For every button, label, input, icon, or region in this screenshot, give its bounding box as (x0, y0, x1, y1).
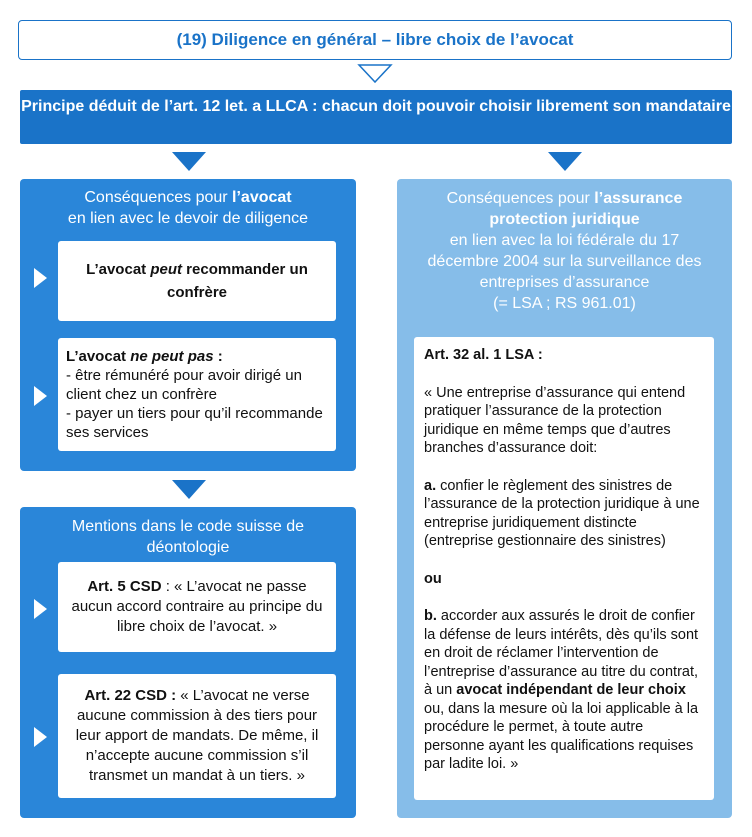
diagram-title (18, 20, 732, 60)
art32-heading: Art. 32 al. 1 LSA : (424, 347, 543, 363)
principle-text: Principe déduit de l’art. 12 let. a LLCA : chacun doit pouvoir choisir librement son mandataire (21, 98, 731, 115)
csd-panel (20, 507, 356, 818)
assurance-panel-heading: Conséquences pour l’assurance protection juridique en lien avec la loi fédérale du 17 décembre 2004 sur la surveillance des entreprises d’assurance (= LSA ; RS 961.01) (427, 190, 702, 312)
down-arrow-right-icon (548, 152, 582, 172)
principle-box (20, 90, 732, 144)
list-item: - être rémunéré pour avoir dirigé un client chez un confrère (66, 367, 302, 403)
down-arrow-left-icon (172, 152, 206, 172)
art5-csd-card: Art. 5 CSD : « L’avocat ne passe aucun accord contraire au principe du libre choix de l’avocat. » (58, 562, 336, 652)
play-icon (34, 386, 47, 406)
art32-ou: ou (424, 570, 442, 587)
csd-panel-heading: Mentions dans le code suisse de déontologie (71, 518, 305, 556)
diagram-title-text: (19) Diligence en général – libre choix de l’avocat (176, 30, 574, 49)
play-icon (34, 268, 47, 288)
play-icon (34, 727, 47, 747)
art32-lsa-card (414, 337, 714, 800)
down-arrow-csd-icon (172, 480, 206, 500)
art32-item-a: a. confier le règlement des sinistres de l’assurance de la protection juridique à une entreprise juridiquement distincte (entreprise gestionnaire des sinistres) (424, 477, 700, 549)
art22-csd-card: Art. 22 CSD : « L’avocat ne verse aucune commission à des tiers pour leur apport de mandats. De même, il n’accepte aucune commission s’il transmet un mandat à un tiers. » (58, 674, 336, 798)
play-icon (34, 599, 47, 619)
avocat-ne-peut-pas-card: L’avocat ne peut pas : - être rémunéré pour avoir dirigé un client chez un confrère - payer un tiers pour qu’il recommande ses services (58, 338, 336, 451)
art32-intro: « Une entreprise d’assurance qui entend pratiquer l’assurance de la protection juridique en même temps que d’autres branches d’assurance doit: (424, 384, 686, 456)
avocat-panel (20, 179, 356, 471)
list-item: - payer un tiers pour qu’il recommande ses services (66, 405, 323, 441)
art32-item-b: b. accorder aux assurés le droit de confier la défense de leurs intérêts, dès qu’ils sont en droit de réclamer l’intervention de l’entreprise d’assurance au titre du contrat, à un avocat indépendant de leur choix ou, dans la mesure où la loi applicable à la procédure le permet, à toute autre personne ayant les qualifications requises par ladite loi. » (424, 608, 699, 772)
avocat-panel-heading: Conséquences pour l’avocat en lien avec le devoir de diligence (67, 189, 309, 227)
assurance-panel (397, 179, 732, 818)
outline-down-arrow-icon (357, 64, 393, 84)
avocat-peut-card: L’avocat peut recommander un confrère (58, 241, 336, 321)
